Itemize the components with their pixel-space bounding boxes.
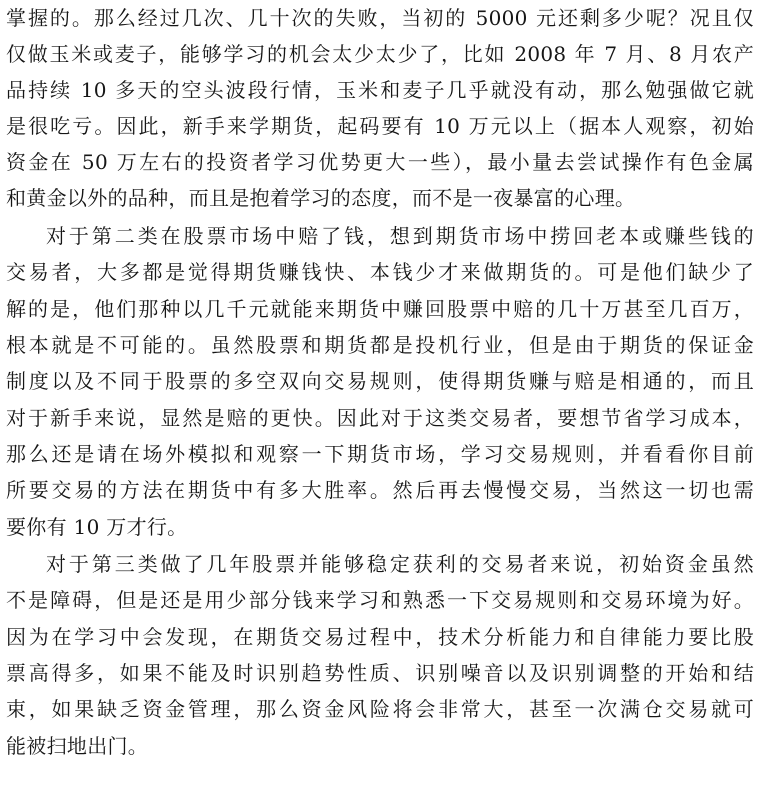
paragraph-1-line-5: 资金在 50 万左右的投资者学习优势更大一些），最小量去尝试操作有色金属: [6, 150, 754, 174]
paragraph-3-line-4: 票高得多，如果不能及时识别趋势性质、识别噪音以及识别调整的开始和结: [6, 661, 754, 685]
paragraph-3-line-5: 束，如果缺乏资金管理，那么资金风险将会非常大，甚至一次满仓交易就可: [6, 697, 754, 721]
paragraph-2-line-6: 对于新手来说，显然是赔的更快。因此对于这类交易者，要想节省学习成本，: [6, 406, 754, 430]
paragraph-3-line-3: 因为在学习中会发现，在期货交易过程中，技术分析能力和自律能力要比股: [6, 625, 754, 649]
paragraph-3-line-1: 对于第三类做了几年股票并能够稳定获利的交易者来说，初始资金虽然: [46, 552, 754, 576]
paragraph-2-line-8: 所要交易的方法在期货中有多大胜率。然后再去慢慢交易，当然这一切也需: [6, 478, 754, 502]
paragraph-1-line-1: 掌握的。那么经过几次、几十次的失败，当初的 5000 元还剩多少呢？况且仅: [6, 6, 754, 30]
paragraph-1-line-4: 是很吃亏。因此，新手来学期货，起码要有 10 万元以上（据本人观察，初始: [6, 114, 754, 138]
paragraph-1-line-6: 和黄金以外的品种，而且是抱着学习的态度，而不是一夜暴富的心理。: [6, 186, 636, 210]
paragraph-1-line-2: 仅做玉米或麦子，能够学习的机会太少太少了，比如 2008 年 7 月、8 月农产: [6, 42, 754, 66]
paragraph-3-line-6: 能被扫地出门。: [6, 734, 149, 758]
paragraph-2-line-5: 制度以及不同于股票的多空双向交易规则，使得期货赚与赔是相通的，而且: [6, 369, 754, 393]
paragraph-2-line-4: 根本就是不可能的。虽然股票和期货都是投机行业，但是由于期货的保证金: [6, 333, 754, 357]
paragraph-2-line-9: 要你有 10 万才行。: [6, 515, 188, 539]
paragraph-2-line-1: 对于第二类在股票市场中赔了钱，想到期货市场中捞回老本或赚些钱的: [46, 224, 754, 248]
paragraph-3-line-2: 不是障碍，但是还是用少部分钱来学习和熟悉一下交易规则和交易环境为好。: [6, 588, 754, 612]
paragraph-2-line-3: 解的是，他们那种以几千元就能来期货中赚回股票中赔的几十万甚至几百万，: [6, 297, 754, 321]
paragraph-2-line-7: 那么还是请在场外模拟和观察一下期货市场，学习交易规则，并看看你目前: [6, 442, 754, 466]
paragraph-2-line-2: 交易者，大多都是觉得期货赚钱快、本钱少才来做期货的。可是他们缺少了: [6, 260, 754, 284]
paragraph-1-line-3: 品持续 10 多天的空头波段行情，玉米和麦子几乎就没有动，那么勉强做它就: [6, 78, 754, 102]
